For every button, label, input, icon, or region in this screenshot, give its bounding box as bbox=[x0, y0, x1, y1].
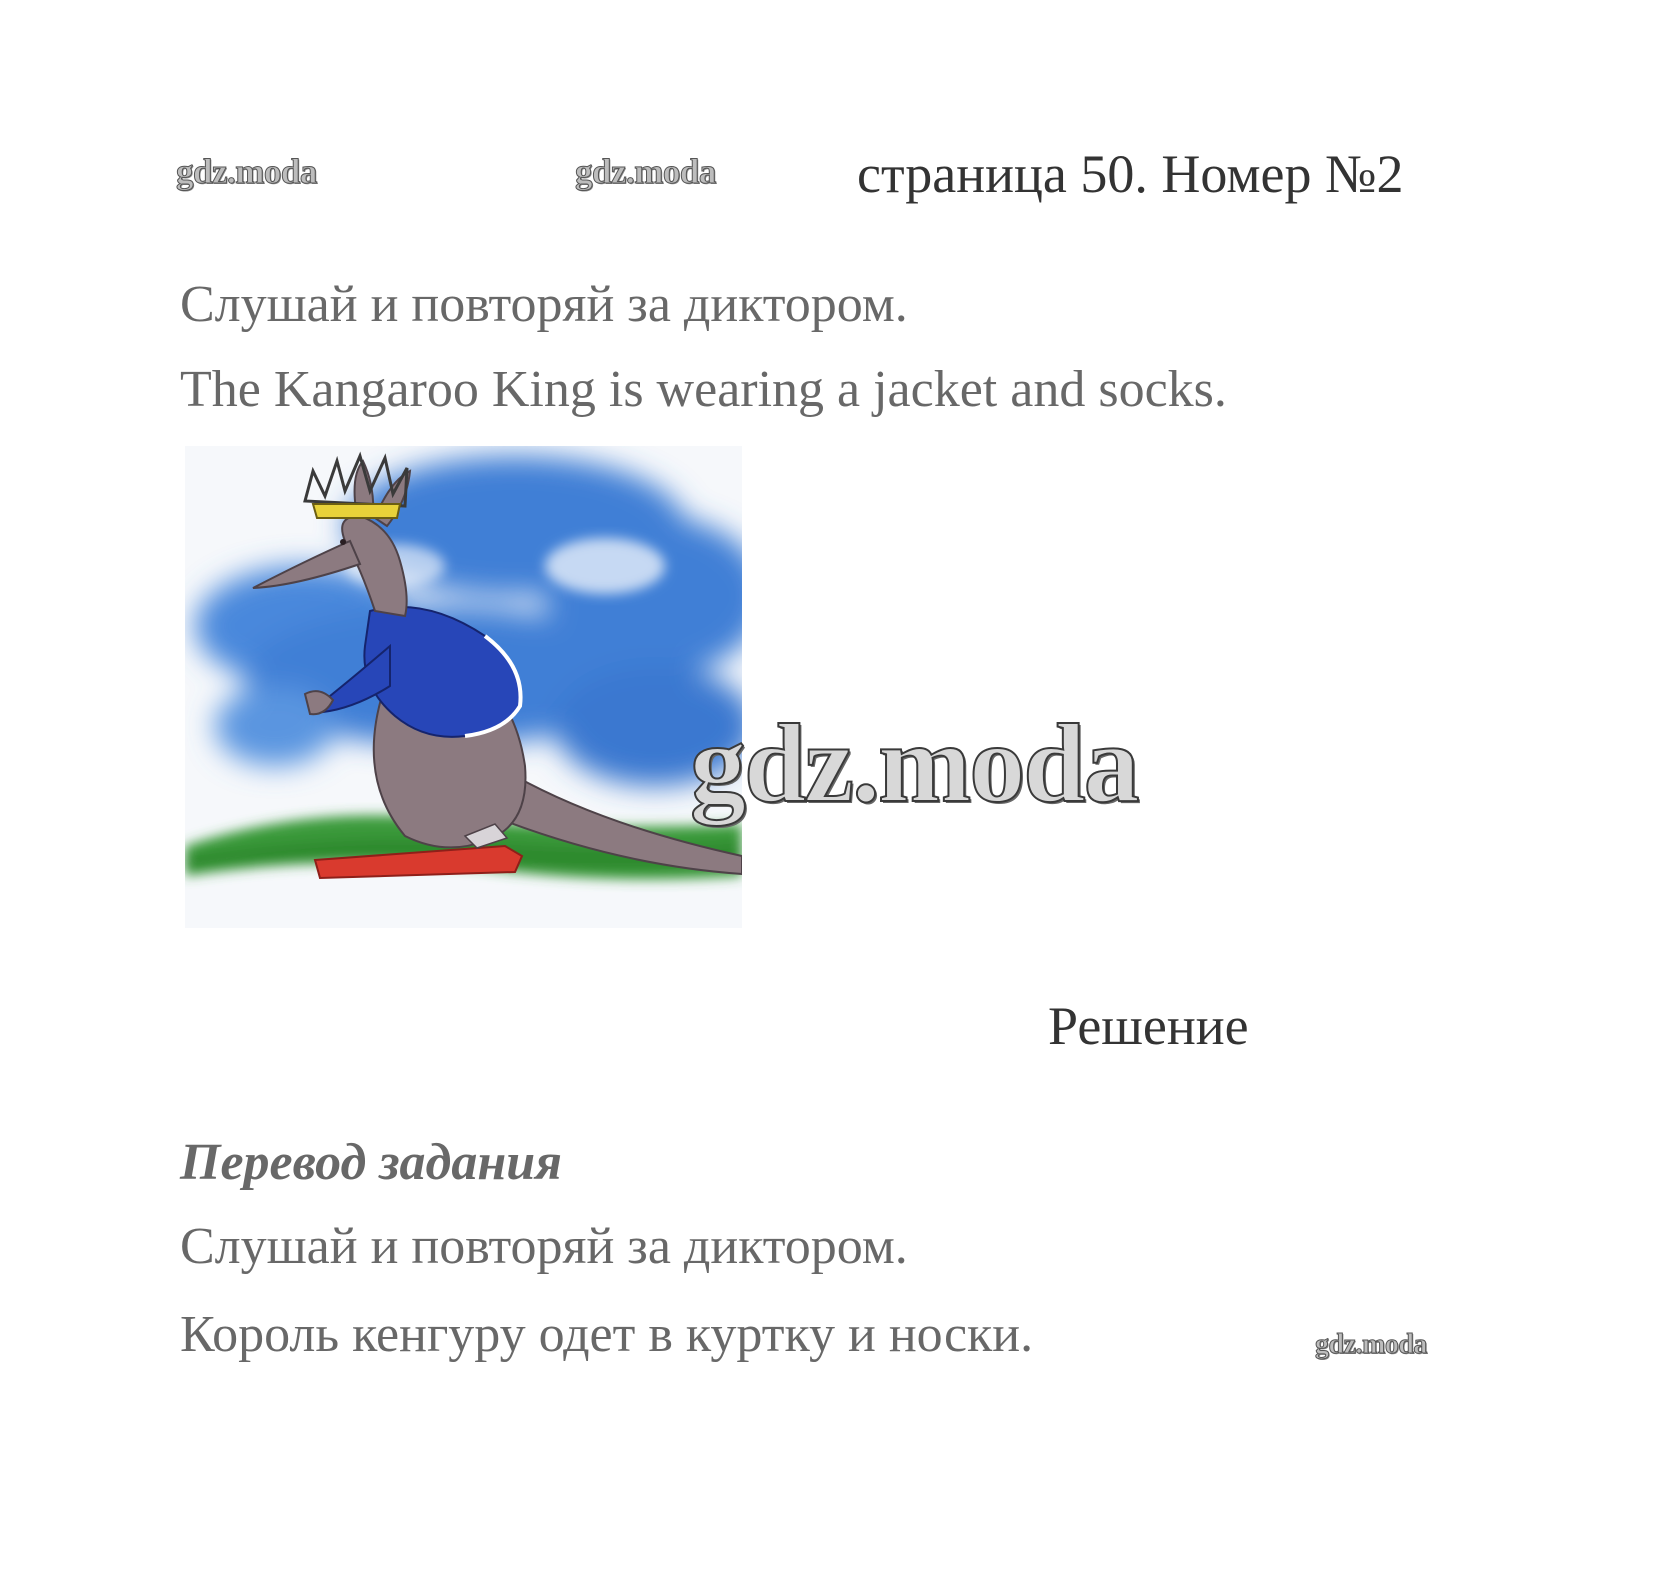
translation-sentence: Король кенгуру одет в куртку и носки. bbox=[180, 1306, 1034, 1363]
kangaroo-king-illustration bbox=[185, 446, 742, 928]
watermark-top-center: gdz.moda bbox=[575, 152, 716, 191]
task-instruction: Слушай и повторяй за диктором. bbox=[180, 276, 908, 333]
watermark-center: gdz.moda bbox=[690, 702, 1138, 826]
solution-label: Решение bbox=[1048, 996, 1249, 1056]
watermark-top-left: gdz.moda bbox=[176, 152, 317, 191]
translation-title: Перевод задания bbox=[180, 1134, 562, 1191]
translation-instruction: Слушай и повторяй за диктором. bbox=[180, 1218, 908, 1275]
page-title: страница 50. Номер №2 bbox=[857, 144, 1404, 204]
watermark-bottom-right: gdz.moda bbox=[1315, 1329, 1427, 1360]
task-sentence: The Kangaroo King is wearing a jacket and socks. bbox=[180, 361, 1227, 418]
kangaroo-king-icon bbox=[185, 446, 742, 928]
